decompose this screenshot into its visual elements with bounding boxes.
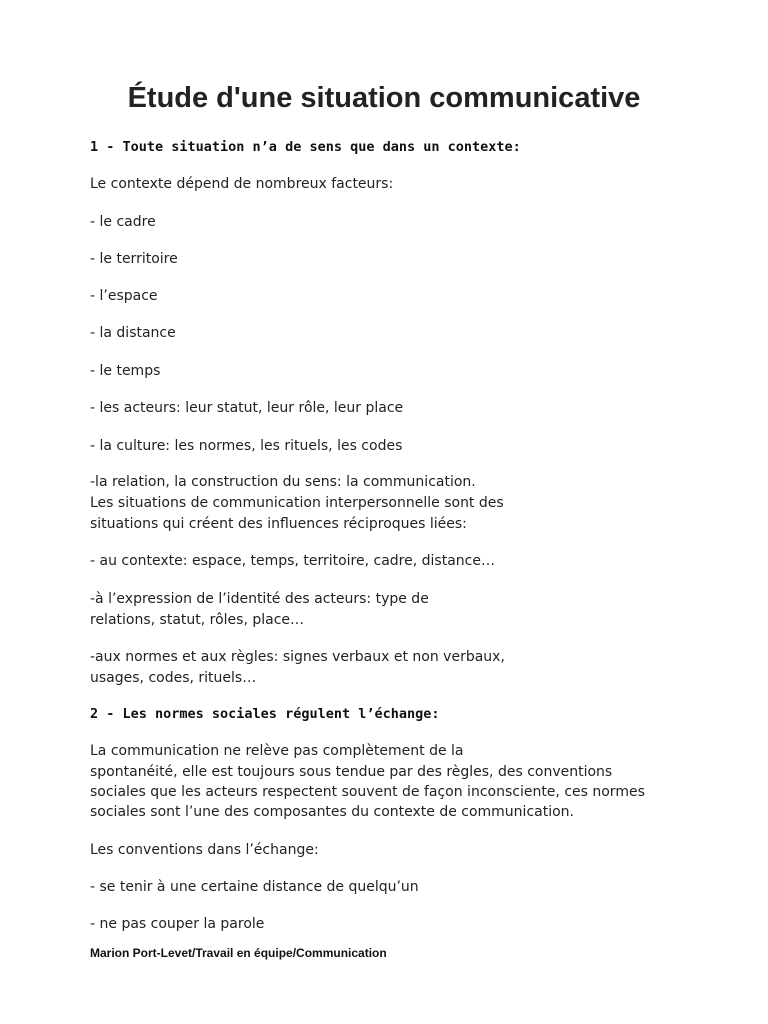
section-2-heading: 2 - Les normes sociales régulent l’échange:: [90, 706, 440, 722]
factor-item: - le territoire: [90, 251, 178, 267]
influence-context: - au contexte: espace, temps, territoire, cadre, distance…: [90, 553, 495, 569]
relation-paragraph-line: situations qui créent des influences réciproques liées:: [90, 516, 467, 532]
influence-norms-line: -aux normes et aux règles: signes verbaux et non verbaux,: [90, 649, 505, 665]
factor-item: - le cadre: [90, 214, 156, 230]
conventions-intro: Les conventions dans l’échange:: [90, 842, 319, 858]
section-1-heading: 1 - Toute situation n’a de sens que dans un contexte:: [90, 139, 521, 155]
section-1-intro: Le contexte dépend de nombreux facteurs:: [90, 176, 394, 192]
factor-item: - le temps: [90, 363, 161, 379]
section-2-paragraph-line: sociales que les acteurs respectent souvent de façon inconsciente, ces normes: [90, 784, 645, 800]
relation-paragraph-line: Les situations de communication interpersonnelle sont des: [90, 495, 504, 511]
factor-item: - les acteurs: leur statut, leur rôle, leur place: [90, 400, 404, 416]
section-2-paragraph-line: spontanéité, elle est toujours sous tendue par des règles, des conventions: [90, 764, 613, 780]
influence-norms-line: usages, codes, rituels…: [90, 670, 257, 686]
factor-item: - la distance: [90, 325, 176, 341]
convention-item: - ne pas couper la parole: [90, 916, 265, 932]
factor-item: - la culture: les normes, les rituels, les codes: [90, 438, 403, 454]
section-2-paragraph-line: La communication ne relève pas complètement de la: [90, 743, 464, 759]
relation-paragraph-line: -la relation, la construction du sens: la communication.: [90, 474, 476, 490]
influence-identity-line: relations, statut, rôles, place…: [90, 612, 305, 628]
influence-identity-line: -à l’expression de l’identité des acteurs: type de: [90, 591, 429, 607]
factor-item: - l’espace: [90, 288, 158, 304]
document-footer: Marion Port-Levet/Travail en équipe/Communication: [90, 946, 387, 960]
document-title: Étude d'une situation communicative: [127, 82, 641, 114]
section-2-paragraph-line: sociales sont l’une des composantes du contexte de communication.: [90, 804, 574, 820]
convention-item: - se tenir à une certaine distance de quelqu’un: [90, 879, 419, 895]
